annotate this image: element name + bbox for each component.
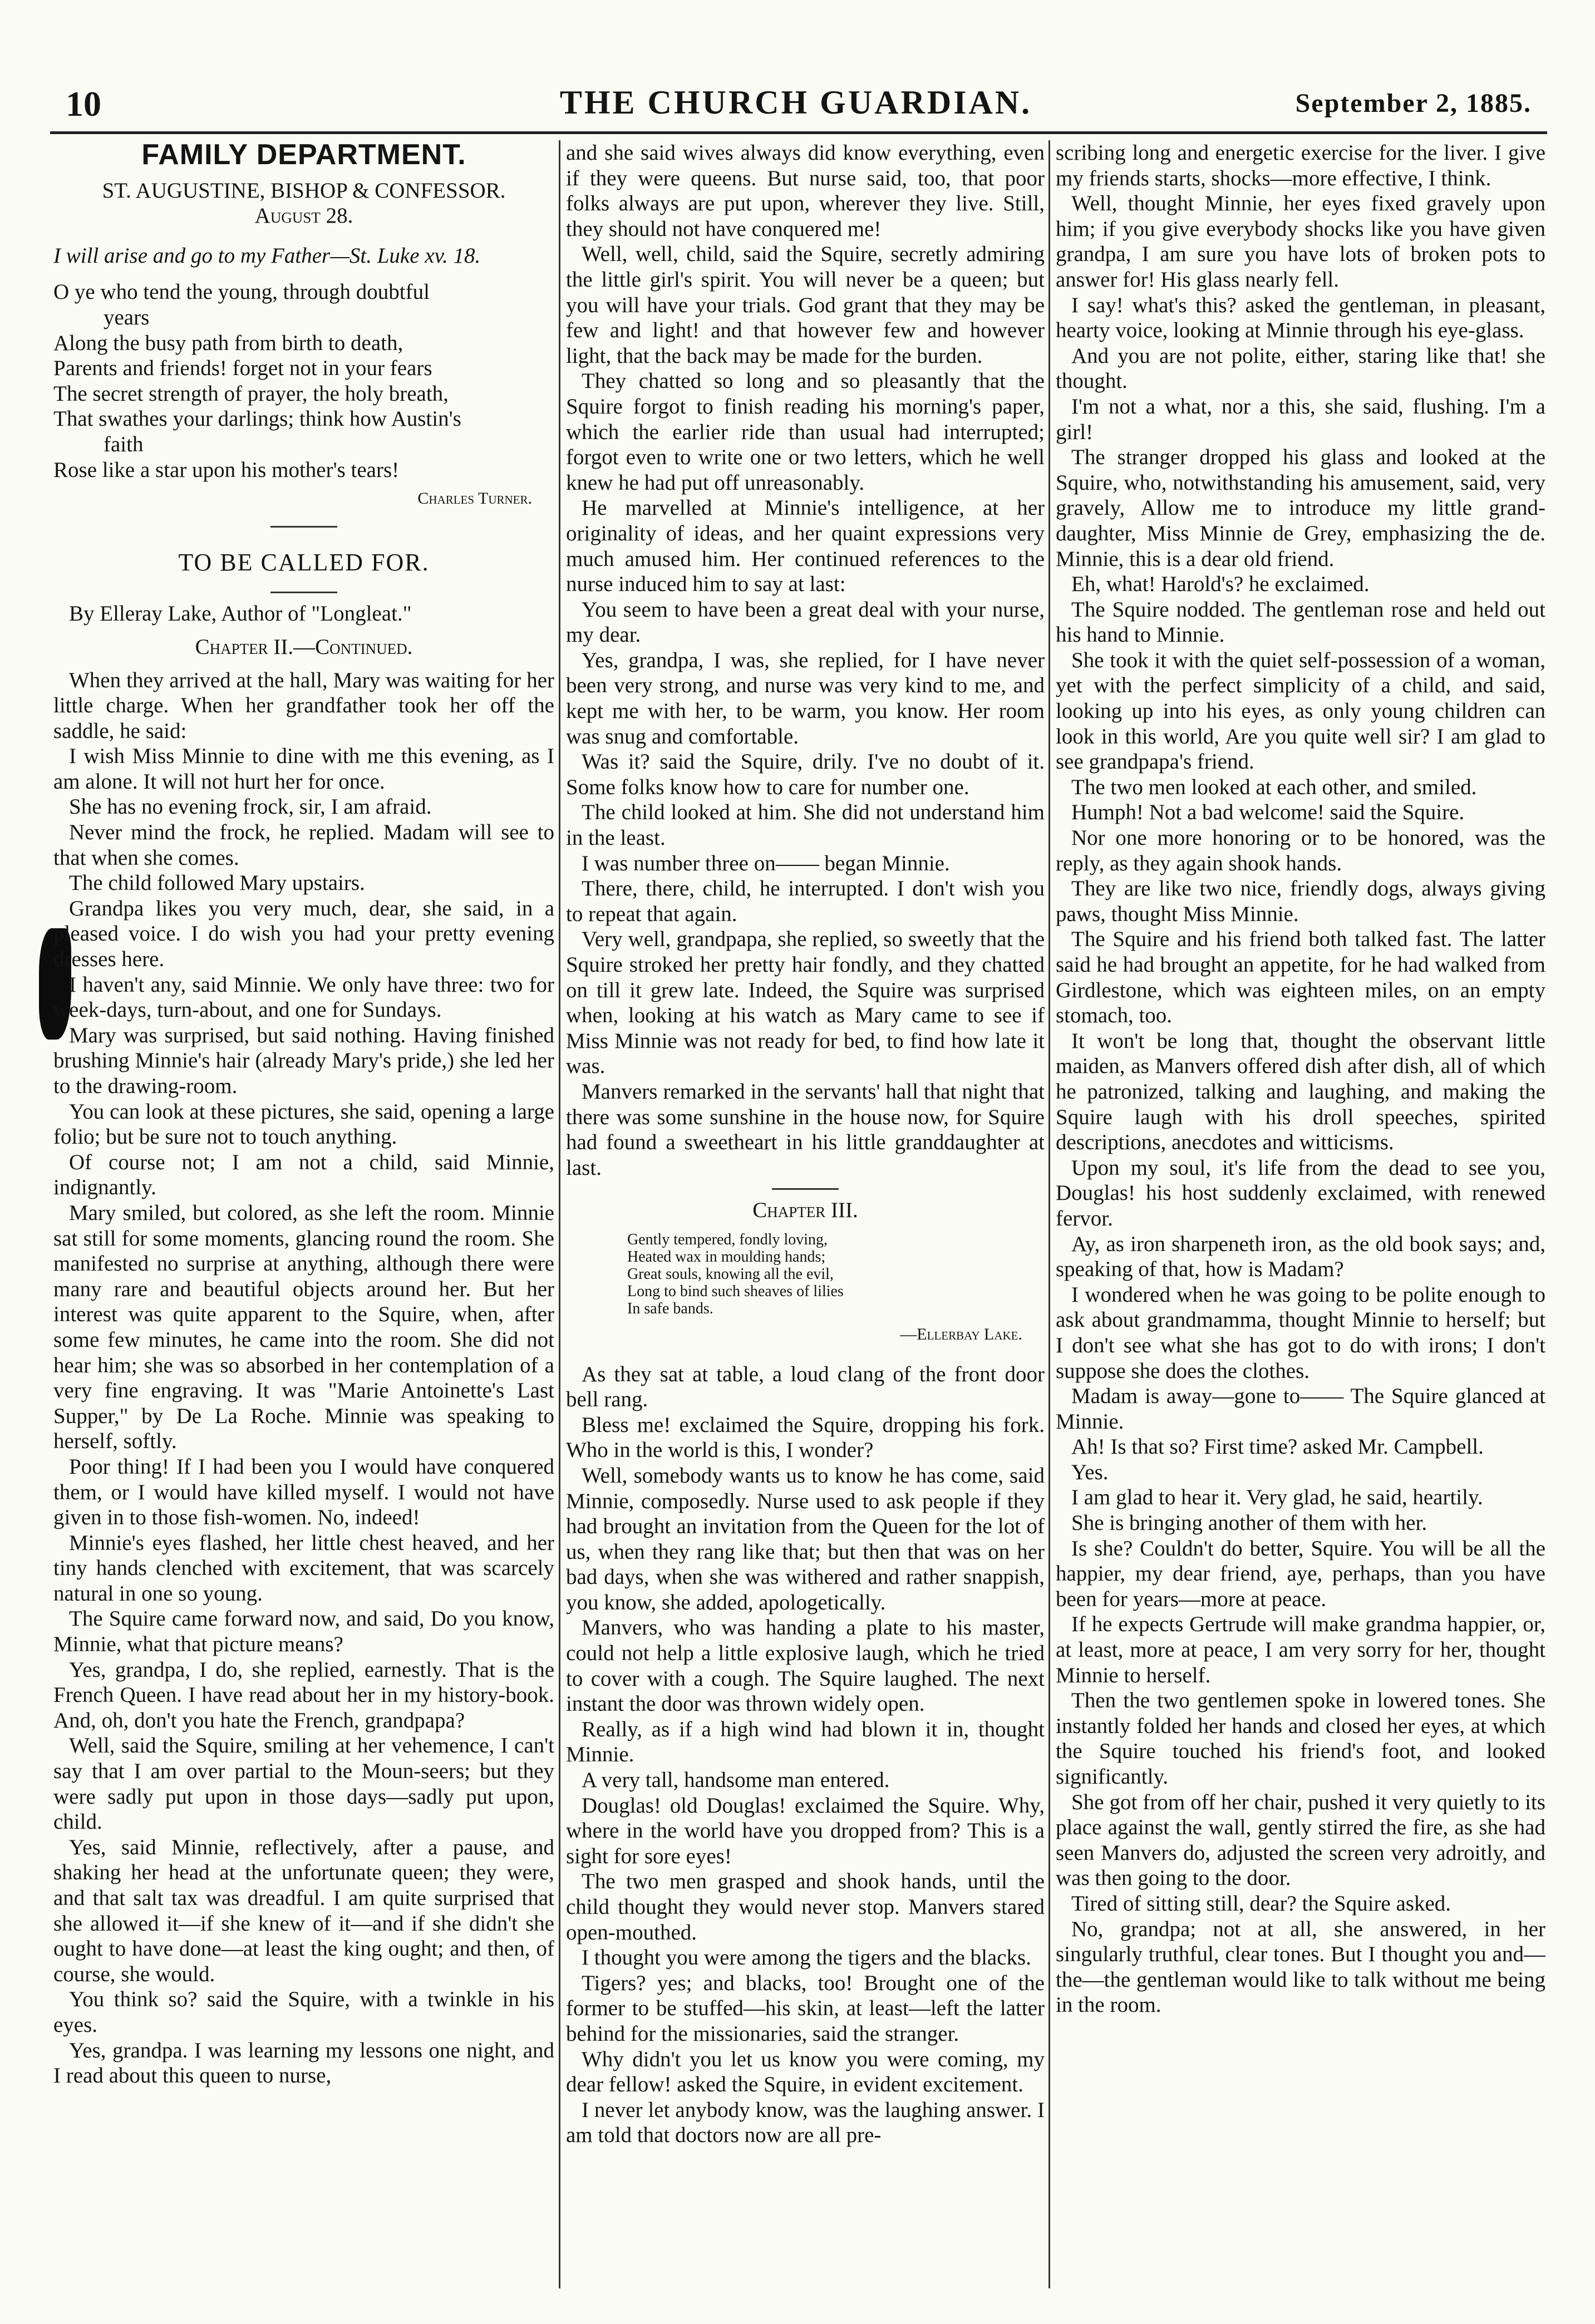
paragraph: Ah! Is that so? First time? asked Mr. Campbell. (1071, 1435, 1484, 1459)
paragraph: Douglas! old Douglas! exclaimed the Squire. Why, where in the world have you dropped from? This is a sight for sore eyes! (566, 1793, 1045, 1868)
paragraph: The child looked at him. She did not understand him in the least. (566, 800, 1045, 850)
paragraph: Yes, grandpa, I was, she replied, for I have never been very strong, and nurse was very kind to me, and kept me with her, to be warm, you know. Her room was snug and comfortable. (566, 648, 1045, 749)
paragraph: I wondered when he was going to be polite enough to ask about grandmamma, thought Minnie to herself; but I don't see what she has got to do with irons; I don't suppose she does the clothes. (1056, 1282, 1545, 1383)
column-divider (1048, 140, 1050, 2288)
column-3 (1056, 140, 1545, 2283)
chapter-heading: Chapter III. (752, 1198, 858, 1223)
chapter-heading: Chapter II.—Continued. (195, 634, 413, 659)
poem-line: years (104, 305, 150, 329)
paragraph: Upon my soul, it's life from the dead to see you, Douglas! his host suddenly exclaimed, with renewed fervor. (1056, 1155, 1545, 1230)
story-title: TO BE CALLED FOR. (178, 548, 430, 576)
paragraph: The Squire came forward now, and said, Do you know, Minnie, what that picture means? (53, 1607, 554, 1657)
paragraph: If he expects Gertrude will make grandma happier, or, at least, more at peace, I am very sorry for her, thought Minnie to herself. (1056, 1612, 1545, 1687)
paragraph: When they arrived at the hall, Mary was waiting for her little charge. When her grandfather took her off the saddle, he said: (53, 668, 554, 743)
byline: By Elleray Lake, Author of "Longleat." (69, 602, 412, 626)
paragraph: Is she? Couldn't do better, Squire. You will be all the happier, my dear friend, aye, perhaps, than you have been for years—more at peace. (1056, 1536, 1545, 1611)
poem-author: Charles Turner. (417, 489, 532, 508)
verse-line: In safe bands. (627, 1299, 713, 1317)
paragraph: Never mind the frock, he replied. Madam will see to that when she comes. (53, 820, 554, 870)
verse-line: Heated wax in moulding hands; (627, 1248, 826, 1266)
paragraph: Well, somebody wants us to know he has come, said Minnie, composedly. Nurse used to ask people if they had brought an invitation from the Queen for the lot of us, when they rang like that; but then that was on her bad days, when she was withered and rather snappish, you know, she added, apologetically. (566, 1463, 1045, 1614)
paragraph: I say! what's this? asked the gentleman, in pleasant, hearty voice, looking at Minnie through his eye-glass. (1056, 293, 1545, 343)
paragraph: The two men looked at each other, and smiled. (1071, 775, 1477, 799)
paragraph: She took it with the quiet self-possession of a woman, yet with the perfect simplicity of a child, and said, looking up into his eyes, as only young children can look in this world, Are you quite well sir? I am glad to see grandpapa's friend. (1056, 648, 1545, 774)
divider (270, 526, 337, 528)
paragraph: It won't be long that, thought the observant little maiden, as Manvers offered dish after dish, all of which he patronized, talking and laughing, and making the Squire laugh with his droll speeches, spirited descriptions, anecdotes and witticisms. (1056, 1028, 1545, 1155)
poem-line: That swathes your darlings; think how Austin's (53, 407, 461, 431)
paragraph: I thought you were among the tigers and the blacks. (582, 1946, 1031, 1970)
poem-line: The secret strength of prayer, the holy breath, (53, 381, 449, 406)
paragraph: A very tall, handsome man entered. (582, 1768, 890, 1793)
saint-date: August 28. (254, 204, 353, 228)
paragraph: Yes, grandpa, I do, she replied, earnestly. That is the French Queen. I have read about her in my history-book. And, oh, don't you hate the French, grandpapa? (53, 1657, 554, 1732)
paragraph: and she said wives always did know everything, even if they were queens. But nurse said, too, that poor folks always are put upon, wherever they live. Still, they should not have conquered me! (566, 141, 1045, 241)
verse-line: Gently tempered, fondly loving, (627, 1230, 828, 1248)
paragraph: Then the two gentlemen spoke in lowered tones. She instantly folded her hands and closed her eyes, at which the Squire touched his friend's foot, and looked significantly. (1056, 1688, 1545, 1789)
saint-title: ST. AUGUSTINE, BISHOP & CONFESSOR. (102, 178, 506, 203)
verse-author: —Ellerbay Lake. (900, 1325, 1022, 1343)
verse-line: Long to bind such sheaves of lilies (627, 1282, 844, 1300)
divider (270, 592, 337, 593)
page-number: 10 (66, 84, 101, 124)
paragraph: The Squire and his friend both talked fast. The latter said he had brought an appetite, for he had walked from Girdlestone, which was eighteen miles, on an empty stomach, too. (1056, 927, 1545, 1028)
divider (772, 1188, 839, 1190)
paragraph: I'm not a what, nor a this, she said, flushing. I'm a girl! (1056, 394, 1545, 444)
paragraph: Ay, as iron sharpeneth iron, as the old book says; and, speaking of that, how is Madam? (1056, 1232, 1545, 1282)
poem-line: Rose like a star upon his mother's tears! (53, 457, 400, 482)
paragraph: Very well, grandpapa, she replied, so sweetly that the Squire stroked her pretty hair fondly, and they chatted on till it grew late. Indeed, the Squire was surprised when, looking at his watch as Mary came to see if Miss Minnie was not ready for bed, to find how late it was. (566, 927, 1045, 1079)
paragraph: Tired of sitting still, dear? the Squire asked. (1071, 1891, 1451, 1916)
paragraph: You seem to have been a great deal with your nurse, my dear. (566, 597, 1045, 647)
verse-line: Great souls, knowing all the evil, (627, 1265, 834, 1283)
poem-line: Parents and friends! forget not in your fears (53, 356, 432, 381)
paragraph: Bless me! exclaimed the Squire, dropping his fork. Who in the world is this, I wonder? (566, 1412, 1045, 1463)
paragraph: Yes. (1071, 1460, 1109, 1484)
paragraph: She is bringing another of them with her. (1071, 1511, 1427, 1535)
paragraph: Yes, grandpa. I was learning my lessons one night, and I read about this queen to nurse, (53, 2038, 554, 2088)
paragraph: Why didn't you let us know you were coming, my dear fellow! asked the Squire, in evident excitement. (566, 2047, 1045, 2097)
paragraph: Nor one more honoring or to be honored, was the reply, as they again shook hands. (1056, 826, 1545, 875)
paragraph: Really, as if a high wind had blown it in, thought Minnie. (566, 1717, 1045, 1767)
paragraph: Well, well, child, said the Squire, secretly admiring the little girl's spirit. You will never be a queen; but you will have your trials. God grant that they may be few and light! and that however few and however light, that the back may be made for the burden. (566, 242, 1045, 368)
story-text (53, 668, 554, 2089)
column-divider (559, 140, 560, 2288)
chapter-verse (627, 1231, 1045, 1317)
poem-line: O ye who tend the young, through doubtful (53, 280, 430, 304)
paragraph: No, grandpa; not at all, she answered, in her singularly truthful, clear tones. But I thought you and—the—the gentleman would like to talk without me being in the room. (1056, 1917, 1545, 2017)
paragraph: As they sat at table, a loud clang of the front door bell rang. (566, 1362, 1045, 1412)
paragraph: Was it? said the Squire, drily. I've no doubt of it. Some folks know how to care for number one. (566, 750, 1045, 799)
paragraph: I am glad to hear it. Very glad, he said, heartily. (1071, 1485, 1483, 1510)
paragraph: Eh, what! Harold's? he exclaimed. (1071, 572, 1370, 597)
epigraph: I will arise and go to my Father—St. Luke xv. 18. (53, 243, 481, 268)
paragraph: There, there, child, he interrupted. I don't wish you to repeat that again. (566, 877, 1045, 926)
paragraph: I was number three on—— began Minnie. (582, 851, 950, 875)
column-1 (53, 140, 554, 2283)
paragraph: Well, thought Minnie, her eyes fixed gravely upon him; if you give everybody shocks like you have given grandpa, I am sure you have lots of broken pots to answer for! His glass nearly fell. (1056, 191, 1545, 292)
poem-line: faith (104, 432, 144, 456)
paragraph: Humph! Not a bad welcome! said the Squire. (1071, 800, 1465, 825)
poem (53, 279, 554, 482)
paragraph: You can look at these pictures, she said, opening a large folio; but be sure not to touch anything. (53, 1099, 554, 1149)
paragraph: The stranger dropped his glass and looked at the Squire, who, notwithstanding his amusement, said, very gravely, Allow me to introduce my little grand-daughter, Miss Minnie de Grey, emphasizing the de. Minnie, this is a dear old friend. (1056, 445, 1545, 571)
paragraph: Well, said the Squire, smiling at her vehemence, I can't say that I am over partial to the Moun-seers; but they were sadly put upon in those days—sadly put upon, child. (53, 1734, 554, 1834)
paragraph: Manvers remarked in the servants' hall that night that there was some sunshine in the house now, for Squire had found a sweetheart in his little granddaughter at last. (566, 1079, 1045, 1180)
header-rule (50, 131, 1547, 134)
paragraph: She has no evening frock, sir, I am afraid. (69, 795, 432, 819)
paragraph: Mary smiled, but colored, as she left the room. Minnie sat still for some moments, glancing round the room. She manifested no surprise at anything, although there were many rare and beautiful objects around her. But her interest was quite apparent to the Squire, when, after some few minutes, he came into the room. She did not hear him; she was so absorbed in her contemplation of a very fine engraving. It was "Marie Antoinette's Last Supper," by De La Roche. Minnie was speaking to herself, softly. (53, 1200, 554, 1454)
paragraph: Manvers, who was handing a plate to his master, could not help a little explosive laugh, which he tried to cover with a cough. The Squire laughed. The next instant the door was thrown widely open. (566, 1616, 1045, 1716)
paragraph: You think so? said the Squire, with a twinkle in his eyes. (53, 1987, 554, 2037)
paragraph: The two men grasped and shook hands, until the child thought they would never stop. Manvers stared open-mouthed. (566, 1869, 1045, 1944)
paragraph: Mary was surprised, but said nothing. Having finished brushing Minnie's hair (already Mary's pride,) she led her to the drawing-room. (53, 1023, 554, 1098)
issue-date: September 2, 1885. (1295, 88, 1532, 118)
paragraph: I never let anybody know, was the laughing answer. I am told that doctors now are all pre- (566, 2097, 1045, 2148)
masthead: THE CHURCH GUARDIAN. (559, 84, 1032, 121)
paragraph: scribing long and energetic exercise for the liver. I give my friends starts, shocks—more effective, I think. (1056, 141, 1545, 190)
department-heading: FAMILY DEPARTMENT. (141, 140, 466, 171)
column-2 (566, 140, 1045, 2283)
paragraph: The child followed Mary upstairs. (69, 871, 365, 895)
paragraph: I haven't any, said Minnie. We only have three: two for week-days, turn-about, and one for Sundays. (53, 972, 554, 1022)
paragraph: He marvelled at Minnie's intelligence, at her originality of ideas, and her quaint expressions very much amused him. Her continued references to the nurse induced him to say at last: (566, 496, 1045, 597)
paragraph: Grandpa likes you very much, dear, she said, in a pleased voice. I do wish you had your pretty evening dresses here. (53, 896, 554, 972)
paragraph: And you are not polite, either, staring like that! she thought. (1056, 343, 1545, 393)
paragraph: Minnie's eyes flashed, her little chest heaved, and her tiny hands clenched with excitement, that was scarcely natural in one so young. (53, 1530, 554, 1606)
paragraph: I wish Miss Minnie to dine with me this evening, as I am alone. It will not hurt her for once. (53, 744, 554, 794)
paragraph: They chatted so long and so pleasantly that the Squire forgot to finish reading his morning's paper, which the earlier ride than usual had interrupted; forgot even to write one or two letters, which he well knew he had put off unreasonably. (566, 369, 1045, 495)
page-header (22, 83, 1569, 146)
paragraph: Poor thing! If I had been you I would have conquered them, or I would have killed myself. I would not have given in to those fish-women. No, indeed! (53, 1454, 554, 1530)
paragraph: Yes, said Minnie, reflectively, after a pause, and shaking her head at the unfortunate queen; they were, and that salt tax was dreadful. I am quite surprised that she allowed it—if she knew of it—and if she didn't she ought to have done—at least the king ought; and then, of course, she would. (53, 1835, 554, 1986)
paragraph: Of course not; I am not a child, said Minnie, indignantly. (53, 1150, 554, 1200)
paragraph: The Squire nodded. The gentleman rose and held out his hand to Minnie. (1056, 597, 1545, 647)
paragraph: Tigers? yes; and blacks, too! Brought one of the former to be stuffed—his skin, at least—left the latter behind for the missionaries, said the stranger. (566, 1971, 1045, 2046)
poem-line: Along the busy path from birth to death, (53, 331, 403, 355)
paragraph: They are like two nice, friendly dogs, always giving paws, thought Miss Minnie. (1056, 877, 1545, 926)
paragraph: She got from off her chair, pushed it very quietly to its place against the wall, gently stirred the fire, as she had seen Manvers do, adjusted the screen very adroitly, and was then going to the door. (1056, 1790, 1545, 1890)
paragraph: Madam is away—gone to—— The Squire glanced at Minnie. (1056, 1384, 1545, 1434)
